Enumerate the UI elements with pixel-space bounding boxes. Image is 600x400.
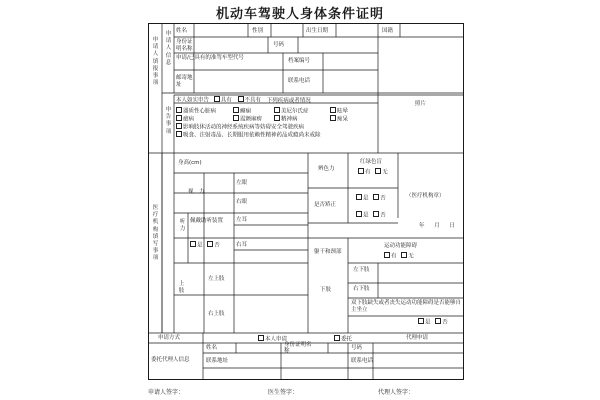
left-upper-label: 左上肢 — [208, 276, 225, 282]
date-day: 日 — [449, 223, 456, 229]
left-corrected-no-checkbox[interactable] — [373, 194, 379, 200]
id-number-label: 号码 — [273, 42, 285, 48]
both-legs-yes-checkbox[interactable] — [418, 318, 424, 324]
applicant-signature: 申请人签字： — [148, 389, 185, 396]
mail-address-label: 邮寄地址 — [176, 75, 193, 88]
agent-name-label: 姓名 — [206, 345, 218, 351]
license-class-label: 申请/已具有的准驾车型代号 — [176, 55, 244, 61]
disease-epilepsy: 癫痫 — [233, 107, 251, 116]
right-eye-label: 右眼 — [236, 199, 248, 205]
photo-label: 照片 — [415, 101, 427, 107]
phone-label: 联系电话 — [288, 78, 311, 84]
issue-date — [419, 223, 455, 230]
doctor-signature: 医生签字： — [268, 389, 299, 396]
left-ear-label: 左耳 — [236, 217, 248, 223]
method-label: 申请方式 — [158, 335, 181, 341]
nationality-label: 国籍 — [382, 28, 394, 34]
epilepsy-checkbox[interactable] — [233, 107, 239, 113]
motor-has-checkbox[interactable] — [384, 252, 390, 258]
corrected-options-1: 是 否 — [356, 194, 386, 203]
disease-parkinson: 震颤麻痹 — [233, 115, 262, 124]
vision-label: 视 力 — [188, 189, 205, 195]
disease-mental: 精神病 — [274, 115, 298, 124]
date-month: 月 — [434, 223, 440, 229]
color-blind-has-checkbox[interactable] — [358, 168, 364, 174]
right-corrected-no-checkbox[interactable] — [373, 211, 379, 217]
agent-phone-label: 联系电话 — [351, 358, 374, 364]
document-title: 机动车驾驶人身体条件证明 — [215, 7, 384, 22]
vertigo-checkbox[interactable] — [330, 107, 336, 113]
motor-none-checkbox[interactable] — [401, 252, 407, 258]
both-legs-question: 双下肢缺失或者丧失运动功能障碍是否能够自主坐立 — [351, 300, 462, 313]
method-entrust: 委托 — [334, 335, 352, 344]
applicant-info-label: 申请人信息 — [165, 31, 172, 66]
agent-id-doc-label: 身份证明名称 — [284, 342, 312, 354]
declaration-question — [176, 96, 311, 105]
lower-limb-label: 下肢 — [320, 287, 332, 293]
height-label: 身高(cm) — [178, 160, 202, 166]
color-blind-options: 有 无 — [358, 168, 388, 177]
motor-label: 运动功能障碍 — [384, 243, 418, 249]
name-label: 姓名 — [176, 28, 188, 34]
agent-id-number-label: 号码 — [351, 345, 363, 351]
dementia-checkbox[interactable] — [330, 115, 336, 121]
disease-hysteria: 癔病 — [176, 115, 194, 124]
meniere-checkbox[interactable] — [274, 107, 280, 113]
disease-meniere: 美尼尔氏症 — [274, 107, 309, 116]
disease-neuro: 影响肢体活动的神经系统疾病等妨碍安全驾驶疾病 — [176, 123, 304, 132]
disease-dementia: 痴呆 — [330, 115, 348, 124]
birth-date-label: 出生日期 — [306, 28, 329, 34]
heart-checkbox[interactable] — [176, 107, 182, 113]
signature-row — [148, 388, 464, 398]
id-doc-name-label: 身份证明名称 — [176, 39, 193, 52]
corrected-options-2: 是 否 — [356, 211, 386, 220]
declaration-label: 申告事项 — [165, 107, 172, 135]
not-has-label: 不具有 — [244, 97, 262, 104]
motor-options: 有 无 — [384, 252, 414, 261]
stamp-label: （医疗机构章） — [406, 193, 445, 199]
gender-label: 性别 — [252, 28, 264, 34]
neuro-checkbox[interactable] — [176, 123, 182, 129]
hearing-aid-label: 佩戴助听装置 — [190, 218, 224, 224]
hearing-aid-no-checkbox[interactable] — [207, 241, 213, 247]
color-blind-label: 红绿色盲 — [360, 159, 383, 165]
hearing-aid-yes-checkbox[interactable] — [190, 241, 196, 247]
hearing-aid-options: 是 否 — [190, 241, 220, 250]
drugs-checkbox[interactable] — [176, 131, 182, 137]
agent-section-label: 委托代理人信息 — [151, 357, 190, 363]
has-label: 具有 — [220, 97, 232, 104]
form-grid — [148, 23, 464, 380]
date-year: 年 — [419, 223, 425, 229]
disease-vertigo: 眩晕 — [330, 107, 348, 116]
disease-suffix: 下列疾病或者情况 — [266, 97, 311, 104]
both-legs-no-checkbox[interactable] — [435, 318, 441, 324]
left-lower-label: 左下肢 — [353, 267, 370, 273]
agent-apply-label: 代理申请 — [406, 335, 429, 341]
declaration-question-text: 本人如实申告 — [176, 97, 210, 104]
hysteria-checkbox[interactable] — [176, 115, 182, 121]
right-lower-label: 右下肢 — [353, 286, 370, 292]
hearing-label: 听力 — [179, 219, 186, 233]
corrected-label: 是否矫正 — [314, 202, 337, 208]
both-legs-options: 是 否 — [418, 318, 448, 327]
parkinson-checkbox[interactable] — [233, 115, 239, 121]
right-ear-label: 右耳 — [236, 242, 248, 248]
left-corrected-yes-checkbox[interactable] — [356, 194, 362, 200]
applicant-section-label: 申请人填报事项 — [152, 37, 159, 87]
self-apply-checkbox[interactable] — [258, 335, 264, 341]
neck-label: 躯干和颈部 — [314, 249, 342, 255]
color-blind-none-checkbox[interactable] — [375, 168, 381, 174]
file-number-label: 档案编号 — [288, 58, 311, 64]
left-eye-label: 左眼 — [236, 180, 248, 186]
method-self: 本人申请 — [258, 335, 287, 344]
has-checkbox[interactable] — [214, 96, 220, 102]
entrust-checkbox[interactable] — [334, 335, 340, 341]
mental-checkbox[interactable] — [274, 115, 280, 121]
color-vision-label: 辨色力 — [318, 166, 335, 172]
medical-certificate-form — [148, 23, 464, 380]
right-upper-label: 右上肢 — [208, 311, 225, 317]
disease-heart: 器质性心脏病 — [176, 107, 216, 116]
agent-signature: 代理人签字： — [378, 389, 415, 396]
not-has-checkbox[interactable] — [238, 96, 244, 102]
medical-section-label: 医疗机构填写事项 — [152, 205, 159, 262]
disease-drugs: 吸食、注射毒品、长期服用依赖性精神药品成瘾尚未戒除 — [176, 131, 321, 140]
upper-limb-label: 上肢 — [178, 281, 185, 295]
agent-address-label: 联系地址 — [206, 358, 229, 364]
right-corrected-yes-checkbox[interactable] — [356, 211, 362, 217]
